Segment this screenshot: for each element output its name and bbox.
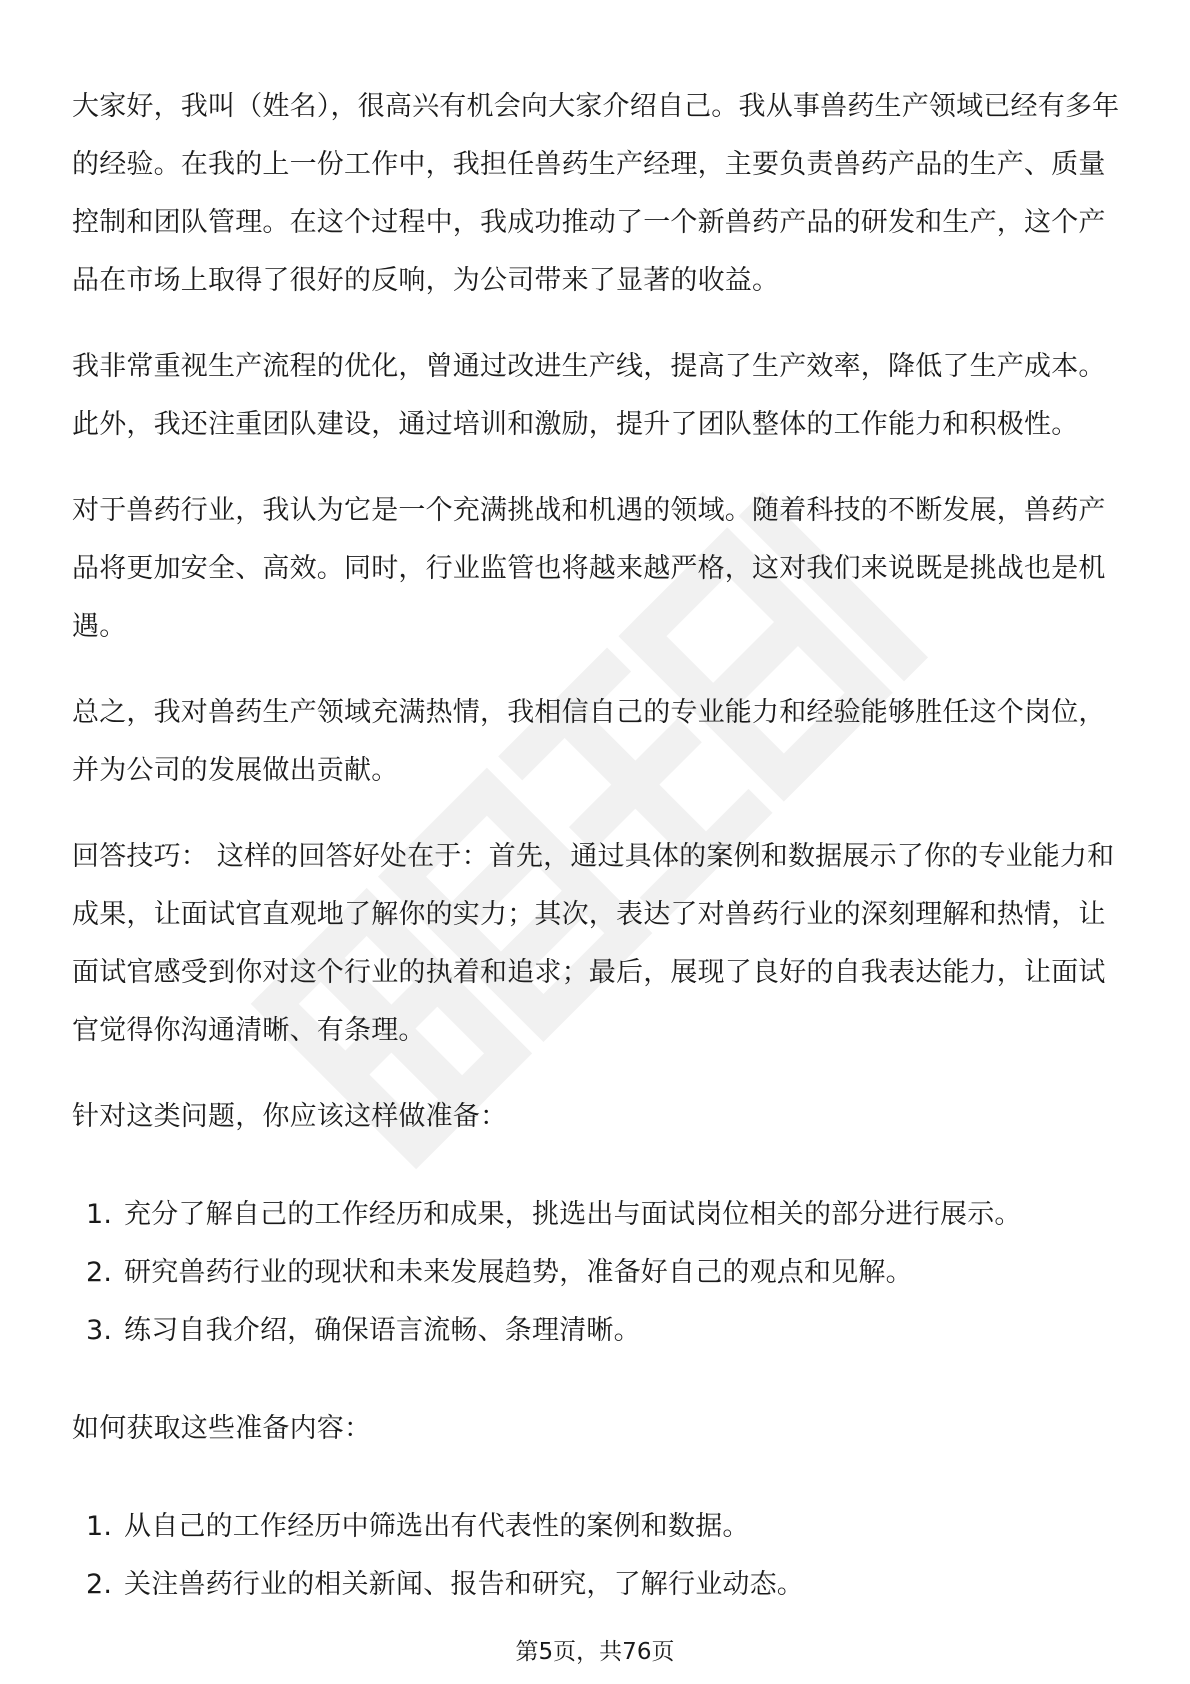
industry-paragraph: 对于兽药行业，我认为它是一个充满挑战和机遇的领域。随着科技的不断发展，兽药产品将更加安全、高效。同时，行业监管也将越来越严格，这对我们来说既是挑战也是机遇。 — [72, 495, 1106, 642]
list-text: 关注兽药行业的相关新闻、报告和研究，了解行业动态。 — [124, 1569, 804, 1600]
list-number: 2. — [86, 1569, 113, 1600]
prep-list — [72, 1186, 1122, 1360]
process-paragraph: 我非常重视生产流程的优化，曾通过改进生产线，提高了生产效率，降低了生产成本。此外，我还注重团队建设，通过培训和激励，提升了团队整体的工作能力和积极性。 — [72, 351, 1106, 440]
list-number: 1. — [86, 1511, 113, 1542]
summary-paragraph: 总之，我对兽药生产领域充满热情，我相信自己的专业能力和经验能够胜任这个岗位，并为公司的发展做出贡献。 — [72, 697, 1106, 786]
intro-paragraph: 大家好，我叫（姓名），很高兴有机会向大家介绍自己。我从事兽药生产领域已经有多年的经验。在我的上一份工作中，我担任兽药生产经理，主要负责兽药产品的生产、质量控制和团队管理。在这个过程中，我成功推动了一个新兽药产品的研发和生产，这个产品在市场上取得了很好的反响，为公司带来了显著的收益。 — [72, 91, 1120, 296]
list-number: 2. — [86, 1257, 113, 1288]
page-number: 第5页，共76页 — [515, 1639, 675, 1665]
list-number: 3. — [86, 1315, 113, 1346]
list-text: 研究兽药行业的现状和未来发展趋势，准备好自己的观点和见解。 — [124, 1257, 913, 1288]
obtain-list — [72, 1498, 1122, 1614]
list-item — [72, 1186, 1122, 1244]
list-text: 练习自我介绍，确保语言流畅、条理清晰。 — [124, 1315, 641, 1346]
prep-heading: 针对这类问题，你应该这样做准备： — [72, 1101, 508, 1132]
list-item — [72, 1556, 1122, 1614]
obtain-heading: 如何获取这些准备内容： — [72, 1413, 372, 1444]
list-item — [72, 1244, 1122, 1302]
list-number: 1. — [86, 1199, 113, 1230]
list-text: 充分了解自己的工作经历和成果，挑选出与面试岗位相关的部分进行展示。 — [124, 1199, 1022, 1230]
tips-paragraph: 回答技巧： 这样的回答好处在于：首先，通过具体的案例和数据展示了你的专业能力和成果，让面试官直观地了解你的实力；其次，表达了对兽药行业的深刻理解和热情，让面试官感受到你对这个行业的执着和追求；最后，展现了良好的自我表达能力，让面试官觉得你沟通清晰、有条理。 — [72, 841, 1115, 1046]
list-item — [72, 1302, 1122, 1360]
list-item — [72, 1498, 1122, 1556]
list-text: 从自己的工作经历中筛选出有代表性的案例和数据。 — [124, 1511, 750, 1542]
document-body — [72, 78, 1122, 1654]
